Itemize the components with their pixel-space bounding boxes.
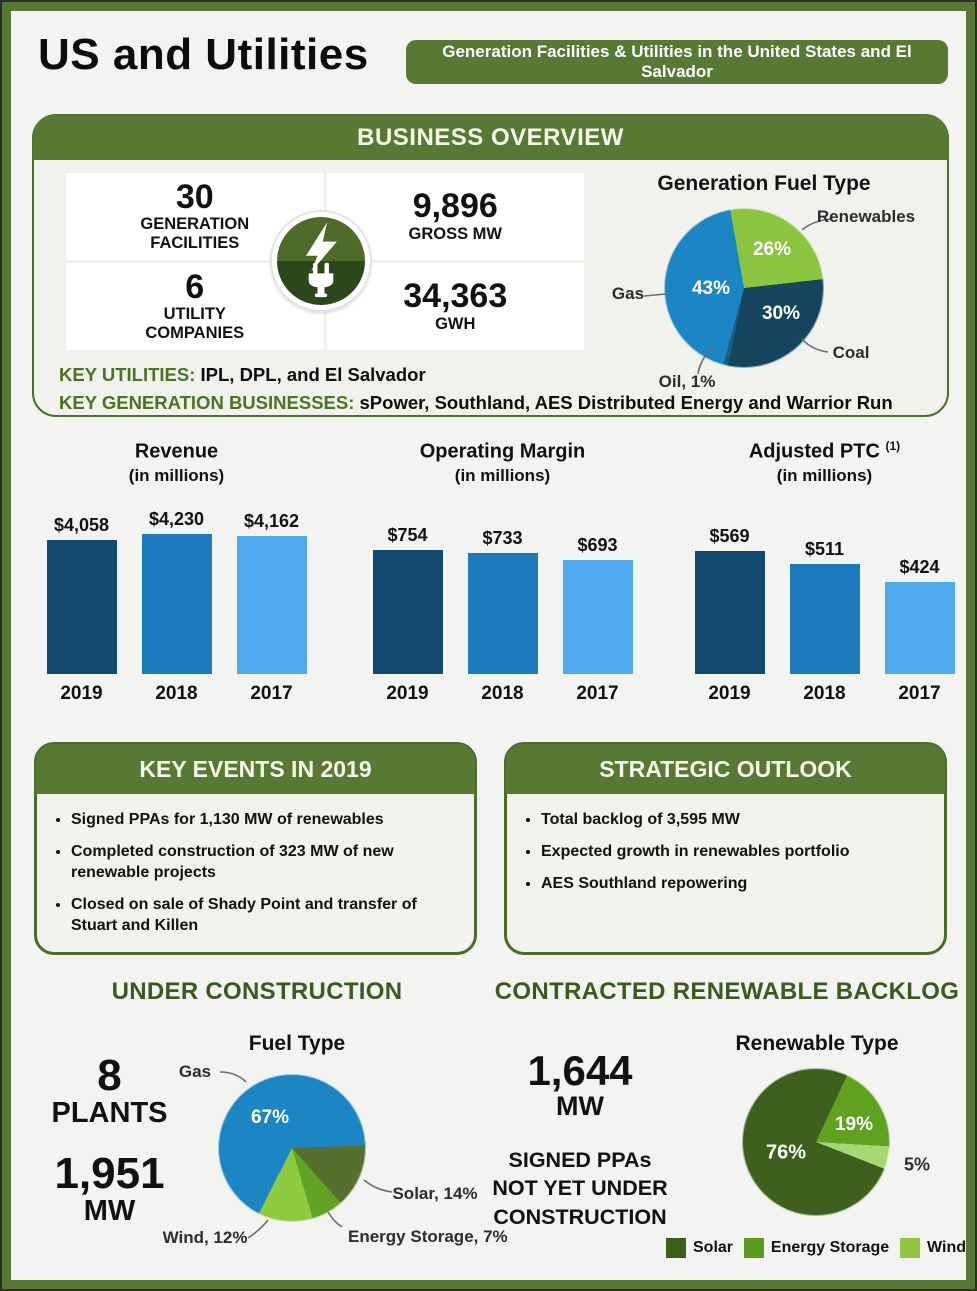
fuel-type-pie [218,1074,366,1222]
chart-title: Fuel Type [248,1032,346,1055]
key-utilities-value: IPL, DPL, and El Salvador [200,364,426,385]
pie-label-renewables: Renewables [816,207,916,226]
plants-label: PLANTS [51,1097,168,1129]
legend-label: Energy Storage [770,1239,890,1256]
business-overview-header: BUSINESS OVERVIEW [33,115,948,160]
key-generation-value: sPower, Southland, AES Distributed Energy and Warrior Run [359,392,893,413]
bar-value: $733 [482,527,523,548]
bar-value: $424 [899,556,940,577]
year-label: 2017 [250,682,293,704]
year-label: 2017 [576,682,619,704]
year-label: 2018 [481,682,524,704]
list-item: • Completed construction of 323 MW of new renewable projects [71,841,460,883]
pie-pct-renewables: 26% [752,239,792,260]
key-utilities-label: KEY UTILITIES: [59,364,196,385]
chart-subtitle: (in millions) [454,465,551,485]
key-utilities-line [59,364,426,386]
lightning-plug-icon [272,212,370,310]
key-generation-label: KEY GENERATION BUSINESSES: [59,392,355,413]
stat-value: 9,896 [412,187,498,226]
legend-label: Solar [693,1239,734,1256]
chart-title: Operating Margin [419,440,586,463]
x-axis-labels [24,683,329,705]
chart-title: Renewable Type [735,1032,899,1055]
stat-label: GROSS MW [408,224,502,243]
pie-pct-gas: 67% [250,1107,290,1128]
chart-title: Adjusted PTC $^{(1)}$ [748,439,901,463]
energy-storage-swatch [744,1238,764,1258]
bar-2017 [885,582,955,674]
list-item: • Total backlog of 3,595 MW [541,809,930,830]
list-item: • AES Southland repowering [541,873,930,894]
plants-value: 8 [97,1051,122,1100]
legend [666,1238,966,1258]
pie-label-gas: Gas [611,284,645,303]
pie-label-wind: 5% [903,1154,931,1175]
bar-value: $4,162 [243,510,300,531]
header-badge: Generation Facilities & Utilities in the United States and El Salvador [406,40,948,84]
bar-2017 [563,560,633,674]
bar-value: $4,058 [53,514,110,535]
bars [350,502,655,674]
stat-label: GENERATION FACILITIES [140,215,250,253]
pie-pct-gas: 43% [691,278,731,299]
pie-label-coal: Coal [832,343,870,362]
pie-label-oil: Oil, 1% [658,372,716,391]
bar-2019 [373,550,443,674]
chart-subtitle: (in millions) [128,465,225,485]
renewable-type-pie [742,1068,890,1216]
bar-2018 [790,564,860,674]
list-item: • Expected growth in renewables portfolio [541,841,930,862]
fuel-type-chart [152,1030,508,1285]
x-axis-labels [350,683,655,705]
business-overview-box [32,114,949,417]
list-item: • Signed PPAs for 1,130 MW of renewables [71,809,460,830]
bar-2018 [468,553,538,674]
strategic-outlook-header: STRATEGIC OUTLOOK [506,744,945,794]
year-label: 2017 [898,682,941,704]
legend-item-solar [666,1238,733,1258]
chart-title: Revenue [134,440,219,463]
generation-fuel-type-pie [664,208,824,368]
mw-label: MW [83,1195,136,1227]
contracted-backlog-title: CONTRACTED RENEWABLE BACKLOG [494,978,960,1005]
solar-swatch [666,1238,686,1258]
pie-label-wind: Wind, 12% [162,1228,248,1247]
x-axis-labels [672,683,977,705]
chart-title: Generation Fuel Type [657,172,871,195]
legend-item-energy-storage [744,1238,889,1258]
key-generation-line [59,392,893,414]
backlog-mw-value: 1,644 [527,1047,633,1094]
bar-2017 [237,536,307,674]
renewable-type-chart [662,1030,972,1285]
list-item: • Closed on sale of Shady Point and transfer of Stuart and Killen [71,894,460,936]
stat-value: 30 [175,177,214,216]
key-events-list [71,809,460,937]
backlog-stat [490,1047,670,1231]
chart-subtitle: (in millions) [776,465,873,485]
operating-margin-chart [350,439,655,705]
strategic-outlook-box [504,742,947,955]
bar-value: $754 [387,524,428,545]
legend-item-wind [900,1238,966,1258]
stat-value: 34,363 [403,277,508,316]
page-title: US and Utilities [38,30,369,79]
revenue-chart [24,439,329,705]
stat-label: GWH [435,314,476,333]
stat-value: 6 [185,267,205,306]
backlog-mw-label: MW [556,1091,604,1121]
bar-value: $511 [804,538,845,559]
bar-value: $569 [709,525,750,546]
year-label: 2019 [386,682,429,704]
year-label: 2019 [60,682,103,704]
adjusted-ptc-chart [672,439,977,705]
year-label: 2018 [155,682,198,704]
strategic-outlook-list [541,809,930,894]
pie-label-solar: Solar, 14% [392,1184,478,1203]
bar-value: $693 [577,534,618,555]
pie-pct-solar: 76% [765,1141,807,1164]
backlog-subtitle: SIGNED PPAs NOT YET UNDER CONSTRUCTION [492,1147,668,1229]
key-events-header: KEY EVENTS IN 2019 [36,744,475,794]
year-label: 2019 [708,682,751,704]
bar-2019 [695,551,765,674]
under-construction-title: UNDER CONSTRUCTION [111,978,403,1005]
pie-pct-energy-storage: 19% [834,1114,874,1135]
bar-2019 [47,540,117,674]
pie-pct-coal: 30% [761,303,801,324]
bars [24,502,329,674]
bar-value: $4,230 [148,508,205,529]
wind-swatch [900,1238,920,1258]
legend-label: Wind [927,1239,966,1256]
stat-label: UTILITY COMPANIES [145,305,245,343]
key-events-box [34,742,477,955]
bar-2018 [142,534,212,674]
pie-label-gas: Gas [178,1062,212,1081]
year-label: 2018 [803,682,846,704]
generation-fuel-type-chart [604,172,949,407]
bars [672,502,977,674]
pie-label-energy-storage: Energy Storage, 7% [348,1227,508,1246]
mw-value: 1,951 [54,1149,165,1198]
